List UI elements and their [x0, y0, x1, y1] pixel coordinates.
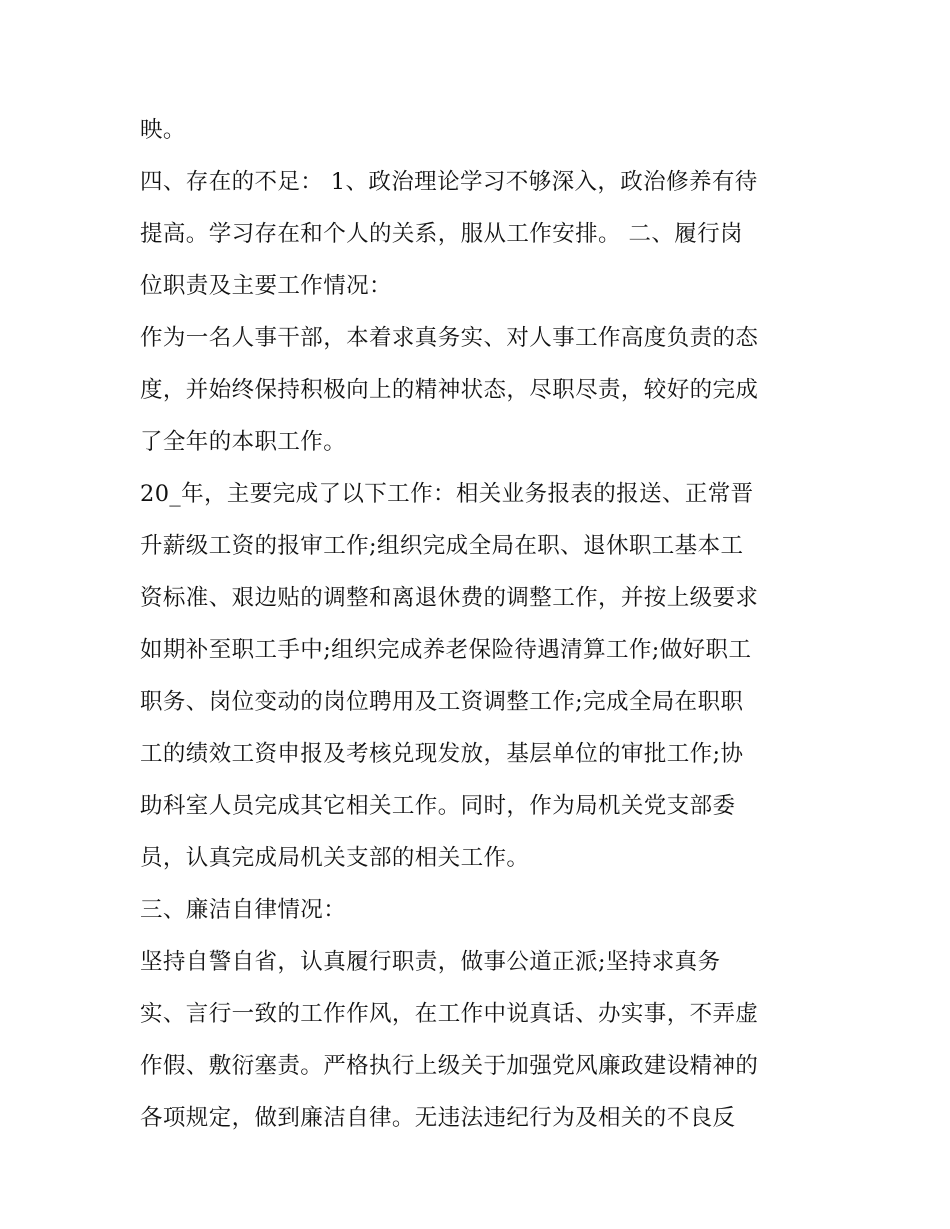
document-body	[140, 104, 820, 1144]
text-line: 作为一名人事干部，本着求真务实、对人事工作高度负责的态	[140, 325, 759, 351]
text-line: 四、存在的不足： 1、政治理论学习不够深入，政治修养有待	[140, 169, 758, 195]
text-line: 了全年的本职工作。	[140, 429, 347, 455]
text-line: 助科室人员完成其它相关工作。同时，作为局机关党支部委	[140, 793, 736, 819]
text-line: 各项规定，做到廉洁自律。无违法违纪行为及相关的不良反	[140, 1105, 736, 1131]
section-heading: 三、廉洁自律情况：	[140, 897, 347, 923]
text-line: 职务、岗位变动的岗位聘用及工资调整工作;完成全局在职职	[140, 689, 744, 715]
text-line: 作假、敷衍塞责。严格执行上级关于加强党风廉政建设精神的	[140, 1053, 759, 1079]
text-line: 提高。学习存在和个人的关系，服从工作安排。 二、履行岗	[140, 221, 743, 247]
text-line: 员，认真完成局机关支部的相关工作。	[140, 845, 530, 871]
text-line: 映。	[140, 117, 186, 143]
text-line: 坚持自警自省，认真履行职责，做事公道正派;坚持求真务	[140, 949, 721, 975]
text-line: 位职责及主要工作情况：	[140, 273, 392, 299]
text-line: 工的绩效工资申报及考核兑现发放，基层单位的审批工作;协	[140, 741, 744, 767]
text-line: 资标准、艰边贴的调整和离退休费的调整工作，并按上级要求	[140, 585, 759, 611]
text-line: 升薪级工资的报审工作;组织完成全局在职、退休职工基本工	[140, 533, 744, 559]
text-line: 如期补至职工手中;组织完成养老保险待遇清算工作;做好职工	[140, 637, 752, 663]
text-line: 度，并始终保持积极向上的精神状态，尽职尽责，较好的完成	[140, 377, 759, 403]
text-line: 20_年，主要完成了以下工作：相关业务报表的报送、正常晋	[140, 481, 754, 507]
text-line: 实、言行一致的工作作风，在工作中说真话、办实事，不弄虚	[140, 1001, 759, 1027]
